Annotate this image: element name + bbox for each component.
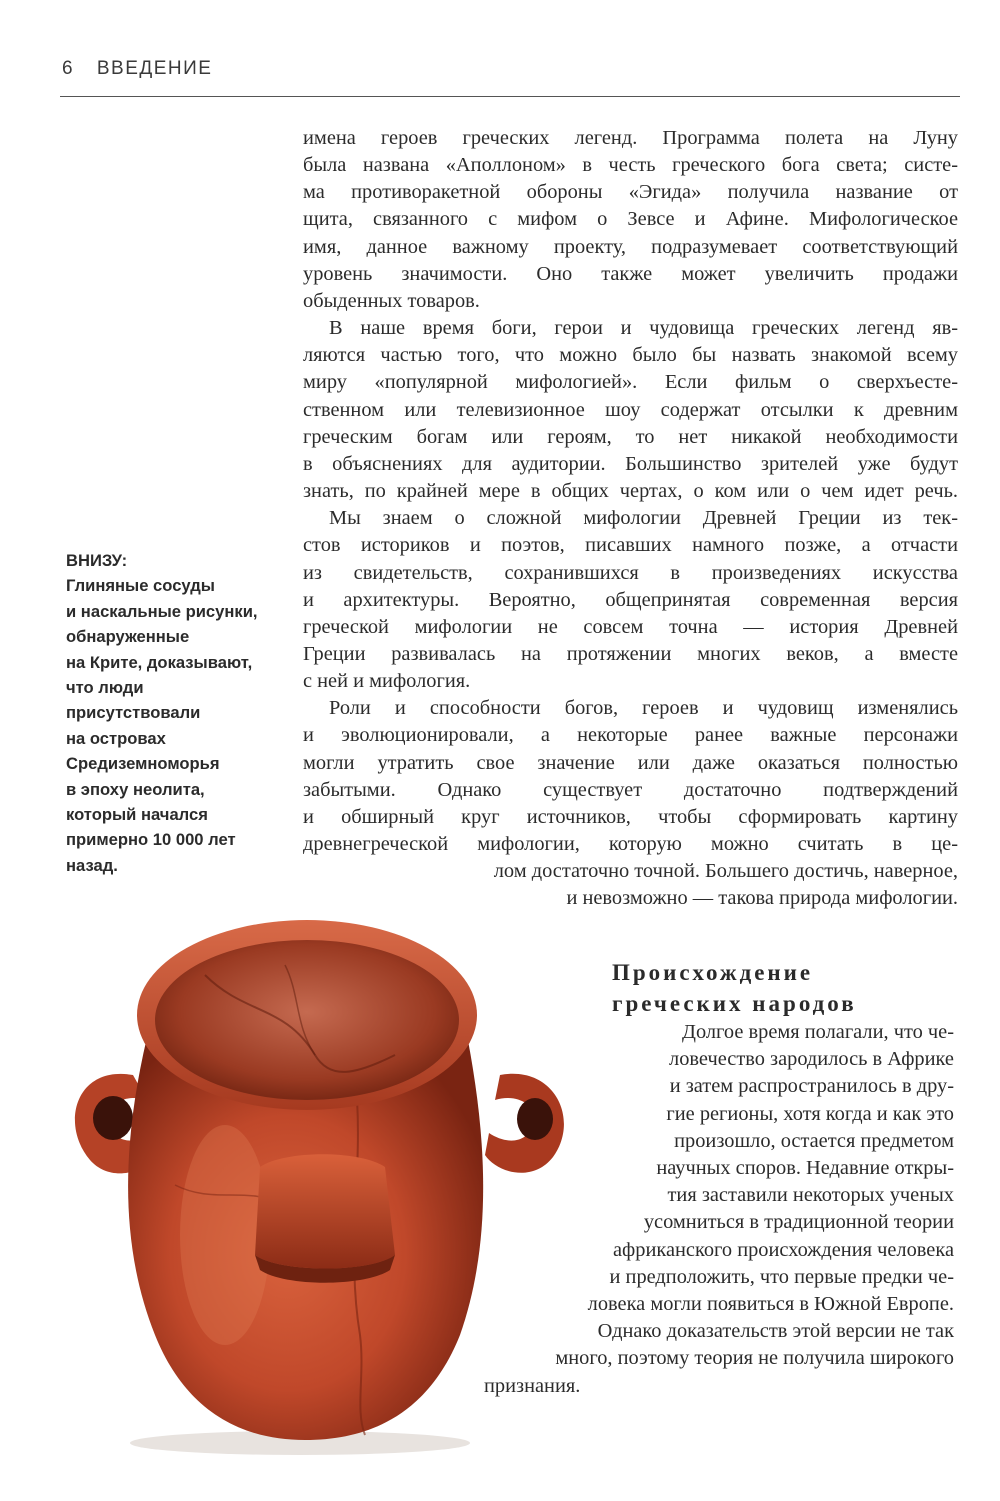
text-line: стов историков и поэтов, писавших намного позже, а отчасти [303,534,958,557]
text-line: имя, данное важному проекту, подразумевает соответствующий [303,235,958,258]
text-line: уровень значимости. Оно также может увеличить продажи [303,262,958,285]
caption-line: на островах [66,728,166,748]
caption-line: и наскальные рисунки, [66,601,258,621]
text-line: признания. [484,1374,581,1397]
text-line: была названа «Аполлоном» в честь греческого бога света; систе- [303,154,958,177]
section-text [484,1019,954,1400]
text-line: и обширный круг источников, чтобы сформировать картину [303,805,958,828]
text-line: лом достаточно точной. Большего достичь, наверное, [493,860,958,883]
paragraph-2 [303,315,958,505]
text-line: Долгое время полагали, что че- [682,1021,954,1043]
text-line: гие регионы, хотя когда и как это [666,1102,954,1125]
text-line: африканского происхождения человека [613,1238,954,1261]
caption-line: что люди [66,678,144,698]
section-heading-line: Происхождение [612,960,814,985]
caption-line: Средиземноморья [66,754,220,774]
paragraph-3 [303,505,958,695]
section-heading-line: греческих народов [612,991,857,1016]
text-line: и эволюционировали, а некоторые ранее важные персонажи [303,724,958,747]
text-line: и архитектуры. Вероятно, общепринятая современная версия [303,588,958,611]
text-line: в объяснениях для аудитории. Большинство зрителей уже будут [303,452,958,475]
text-line: ственном или телевизионное шоу содержат отсылки к древним [303,398,958,421]
section-heading [612,957,857,1019]
text-line: древнегреческой мифологии, которую можно считать в це- [303,833,958,856]
text-line: ляются частью того, что можно было бы назвать знакомой всему [303,344,958,367]
text-line: и затем распространилось в дру- [669,1075,954,1098]
header-rule [60,96,960,97]
chapter-title: ВВЕДЕНИЕ [96,58,213,79]
paragraph-1 [303,125,958,315]
main-text-column [303,125,958,913]
caption-line: назад. [66,855,118,875]
text-line: и невозможно — такова природа мифологии. [566,887,958,910]
text-line: много, поэтому теория не получила широкого [555,1347,954,1370]
text-line: усомниться в традиционной теории [643,1211,954,1234]
caption-heading: ВНИЗУ: [66,551,128,570]
text-line: Греции развивалась на протяжении многих веков, а вместе [303,642,958,665]
text-line: знать, по крайней мере в общих чертах, о ком или о чем идет речь. [303,480,958,503]
image-caption [66,548,281,878]
text-line: щита, связанного с мифом о Зевсе и Афине. Мифологическое [303,208,958,231]
text-line: забытыми. Однако существует достаточно подтверждений [303,778,958,801]
text-line: ловека могли появиться в Южной Европе. [587,1293,954,1316]
caption-line: в эпоху неолита, [66,779,205,799]
text-line: из свидетельств, сохранившихся в произведениях искусства [303,561,958,584]
text-line: Роли и способности богов, героев и чудовищ изменялись [329,697,958,720]
text-line: произошло, остается предметом [674,1129,954,1152]
text-line: и предположить, что первые предки че- [609,1265,954,1288]
text-line: ма противоракетной обороны «Эгида» получила название от [303,181,958,204]
text-line: имена героев греческих легенд. Программа полета на Луну [303,127,958,149]
caption-line: Глиняные сосуды [66,576,215,596]
text-line: Мы знаем о сложной мифологии Древней Греции из тек- [329,507,958,530]
text-line: тия заставили некоторых ученых [667,1184,954,1207]
caption-line: присутствовали [66,703,201,723]
caption-line: на Крите, доказывают, [66,652,253,672]
page-number: 6 [62,58,75,79]
text-line: могли утратить свое значение или даже оказаться полностью [303,751,958,774]
text-line: обыденных товаров. [303,289,480,312]
text-line: научных споров. Недавние откры- [656,1157,954,1180]
text-line: миру «популярной мифологией». Если фильм о сверхъесте- [303,371,958,394]
text-line: греческим богам или героям, то нет никакой необходимости [303,425,958,448]
text-line: Однако доказательств этой версии не так [597,1320,954,1343]
caption-line: обнаруженные [66,627,190,647]
text-line: с ней и мифология. [303,670,471,693]
paragraph-4 [303,695,958,912]
running-header [62,58,212,80]
caption-line: который начался [66,805,208,825]
text-line: ловечество зародилось в Африке [669,1048,954,1071]
text-line: В наше время боги, герои и чудовища греческих легенд яв- [329,317,958,340]
caption-line: примерно 10 000 лет [66,830,236,850]
text-line: греческой мифологии не совсем точна — история Древней [303,615,958,638]
